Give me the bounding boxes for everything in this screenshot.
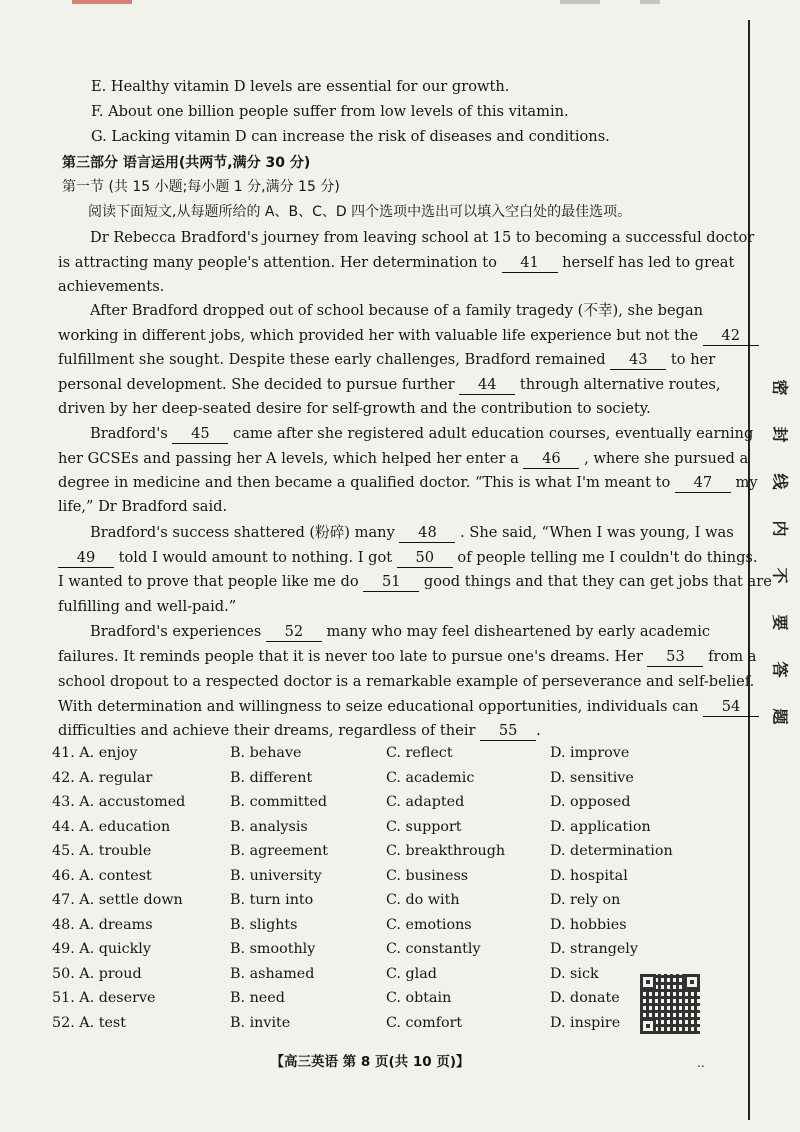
top-gray-mark (640, 0, 660, 4)
passage-line: fulfillment she sought. Despite these early challenges, Bradford remained 43 to her (58, 351, 716, 368)
page-footer: 【高三英语 第 8 页(共 10 页)】 (270, 1054, 470, 1070)
passage-line: Bradford's success shattered (粉碎) many 48 . She said, “When I was young, I was (90, 524, 734, 541)
passage-line: driven by her deep-seated desire for self-growth and the contribution to society. (58, 400, 651, 417)
qr-code-icon (640, 974, 700, 1034)
blank-41: 41 (502, 254, 558, 273)
blank-45: 45 (172, 425, 228, 444)
top-gray-mark (560, 0, 600, 4)
binding-margin-text: 密 封 线 内 不 要 答 题 (770, 379, 790, 725)
passage-line: her GCSEs and passing her A levels, which helped her enter a 46 , where she pursued a (58, 450, 749, 467)
passage-line: life,” Dr Bradford said. (58, 498, 228, 515)
blank-43: 43 (610, 351, 666, 370)
option-f: F. About one billion people suffer from low levels of this vitamin. (91, 103, 569, 120)
section-subtitle: 第一节 (共 15 小题;每小题 1 分,满分 15 分) (62, 179, 340, 195)
passage-line: achievements. (58, 278, 165, 295)
blank-49: 49 (58, 549, 114, 568)
exam-page: 密 封 线 内 不 要 答 题 E. Healthy vitamin D levels are essential for our growth. F. About one billion people suffer from low levels of this vitamin. G. Lacking vitamin D can increase the risk of diseases and conditions. 第三部分 语言运用(共两节,满分 30 分) 第一节 (共 15 小题;每小题 1 分,满分 15 分) 阅读下面短文,从每题所给的 A、B、C、D 四个选项中选出可以填入空白处的最佳选项。 Dr Rebecca Bradford's journey from leaving school at 15 to becoming a successful doctor is attracting many people's attention. Her determination to 41 herself has led to great achievements. After Bradford dropped out of school because of a family tragedy (不幸), she began working in different jobs, which provided her with valuable life experience but not the 42 fulfillment she sought. Despite these early challenges, Bradford remained 43 to her personal development. She decided to pursue further 44 through alternative routes, driven by her deep-seated desire for self-growth and the contribution to society. Bradford's 45 came after she registered adult education courses, eventually earning her GCSEs and passing her A levels, which helped her enter a 46 , where she pursued a degree in medicine and then became a qualified doctor. “This is what I'm meant to 47 my life,” Dr Bradford said. Bradford's success shattered (粉碎) many 48 . She said, “When I was young, I was 49 told I would amount to nothing. I got 50 of people telling me I couldn't do things. I wanted to prove that people like me do 51 good things and that they can get jobs that are fulfilling and well-paid.” Bradford's experiences 52 many who may feel disheartened by early academic failures. It reminds people that it is never too late to pursue one's dreams. Her 53 from a school dropout to a respected doctor is a remarkable example of perseverance and self-belief. With determination and willingness to seize educational opportunities, individuals can 54 difficulties and achieve their dreams, regardless of their 55 . 41. A. enjoy B. behave C. reflect D. improve 42. A. regular B. different C. academic D. sensitive 43. A. accustomed B. committed C. adapted D. opposed 44. A. education B. analysis C. support D. application 45. A. trouble B. agreement C. breakthrough D. determination 46. A. contest B. university C. business D. hospital 47. A. settle down B. turn into C. do with D. rely on 48. A. dreams B. slights C. emotions D. hobbies 49. A. quickly B. smoothly C. constantly D. strangely 50. A. proud B. ashamed C. glad D. sick 51. A. deserve B. need C. obtain D. donate 52. A. test B. invite C. comfort D. inspire 【高三英语 第 8 页(共 10 页)】 .. (0, 0, 800, 1132)
instruction: 阅读下面短文,从每题所给的 A、B、C、D 四个选项中选出可以填入空白处的最佳选项。 (88, 204, 632, 220)
blank-51: 51 (363, 573, 419, 592)
blank-46: 46 (523, 450, 579, 469)
passage-line: degree in medicine and then became a qualified doctor. “This is what I'm meant to 47 my (58, 474, 758, 491)
passage-line: is attracting many people's attention. Her determination to 41 herself has led to great (58, 254, 735, 271)
passage-line: difficulties and achieve their dreams, regardless of their 55 . (58, 722, 541, 739)
top-red-mark (72, 0, 132, 4)
option-e: E. Healthy vitamin D levels are essential for our growth. (91, 78, 510, 95)
blank-55: 55 (480, 722, 536, 741)
passage-line: After Bradford dropped out of school because of a family tragedy (不幸), she began (90, 302, 704, 319)
option-g: G. Lacking vitamin D can increase the risk of diseases and conditions. (91, 128, 610, 145)
passage-line: fulfilling and well-paid.” (58, 598, 237, 615)
passage-line: Bradford's experiences 52 many who may feel disheartened by early academic (90, 623, 711, 640)
passage-line: I wanted to prove that people like me do 51 good things and that they can get jobs that are (58, 573, 772, 590)
blank-50: 50 (397, 549, 453, 568)
passage-line: Dr Rebecca Bradford's journey from leaving school at 15 to becoming a successful doctor (90, 229, 755, 246)
blank-52: 52 (266, 623, 322, 642)
passage-line: failures. It reminds people that it is never too late to pursue one's dreams. Her 53 from a (58, 648, 757, 665)
passage-line: school dropout to a respected doctor is a remarkable example of perseverance and self-belief. (58, 673, 755, 690)
passage-line: Bradford's 45 came after she registered adult education courses, eventually earning (90, 425, 754, 442)
binding-line (748, 20, 750, 1120)
footer-dots: .. (697, 1056, 705, 1070)
section-title: 第三部分 语言运用(共两节,满分 30 分) (62, 155, 311, 171)
passage-line: 49 told I would amount to nothing. I got 50 of people telling me I couldn't do things. (58, 548, 758, 568)
blank-48: 48 (399, 524, 455, 543)
blank-44: 44 (459, 376, 515, 395)
passage-line: With determination and willingness to seize educational opportunities, individuals can 54 (58, 697, 759, 717)
blank-53: 53 (647, 648, 703, 667)
blank-42: 42 (703, 327, 759, 346)
passage-line: working in different jobs, which provided her with valuable life experience but not the 42 (58, 326, 759, 346)
blank-54: 54 (703, 698, 759, 717)
blank-47: 47 (675, 474, 731, 493)
passage-line: personal development. She decided to pursue further 44 through alternative routes, (58, 376, 721, 393)
